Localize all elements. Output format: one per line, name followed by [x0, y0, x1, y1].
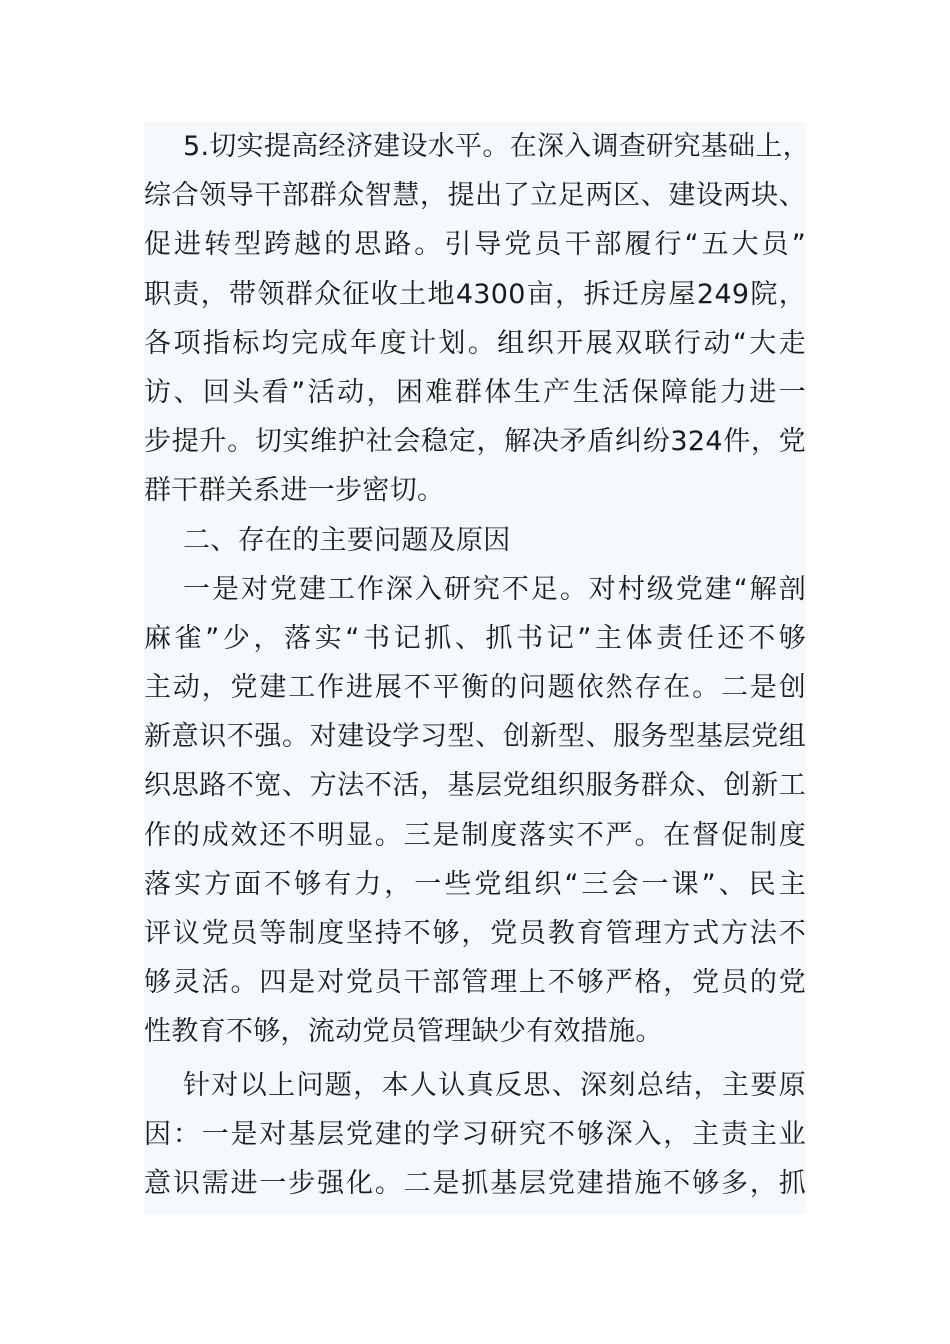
paragraph-3-line-6: 作的成效还不明显。三是制度落实不严。在督促制度	[144, 819, 806, 851]
paragraph-4-line-1: 针对以上问题，本人认真反思、深刻总结，主要原	[183, 1069, 806, 1101]
paragraph-3-line-5: 织思路不宽、方法不活，基层党组织服务群众、创新工	[144, 770, 806, 802]
paragraph-1-line-5: 各项指标均完成年度计划。组织开展双联行动“大走	[144, 327, 806, 359]
paragraph-3-line-1: 一是对党建工作深入研究不足。对村级党建“解剖	[183, 573, 806, 605]
paragraph-3-line-7: 落实方面不够有力，一些党组织“三会一课”、民主	[144, 868, 806, 900]
document-body	[144, 122, 810, 1214]
paragraph-3-line-9: 够灵活。四是对党员干部管理上不够严格，党员的党	[144, 967, 806, 999]
paragraph-4-line-3: 意识需进一步强化。二是抓基层党建措施不够多，抓	[144, 1167, 806, 1199]
paragraph-4-line-2: 因：一是对基层党建的学习研究不够深入，主责主业	[144, 1118, 806, 1150]
paragraph-1-line-8: 群干群关系进一步密切。	[144, 475, 445, 507]
paragraph-3-line-10: 性教育不够，流动党员管理缺少有效措施。	[144, 1016, 663, 1048]
paragraph-3-line-4: 新意识不强。对建设学习型、创新型、服务型基层党组	[144, 721, 806, 753]
paragraph-1-line-3: 促进转型跨越的思路。引导党员干部履行“五大员”	[144, 229, 806, 261]
paragraph-3-line-8: 评议党员等制度坚持不够，党员教育管理方式方法不	[144, 918, 806, 949]
paragraph-1-line-6: 访、回头看”活动，困难群体生产生活保障能力进一	[144, 376, 806, 408]
paragraph-1-line-2: 综合领导干部群众智慧，提出了立足两区、建设两块、	[144, 180, 806, 212]
paragraph-3-line-2: 麻雀”少，落实“书记抓、抓书记”主体责任还不够	[144, 622, 806, 654]
paragraph-1-line-4: 职责，带领群众征收土地4300亩，拆迁房屋249院，	[144, 278, 806, 310]
section-heading: 二、存在的主要问题及原因	[183, 524, 511, 556]
paragraph-1-line-1: 5.切实提高经济建设水平。在深入调查研究基础上，	[183, 131, 810, 162]
paragraph-1-line-7: 步提升。切实维护社会稳定，解决矛盾纠纷324件，党	[144, 426, 806, 458]
paragraph-3-line-3: 主动，党建工作进展不平衡的问题依然存在。二是创	[144, 672, 806, 704]
